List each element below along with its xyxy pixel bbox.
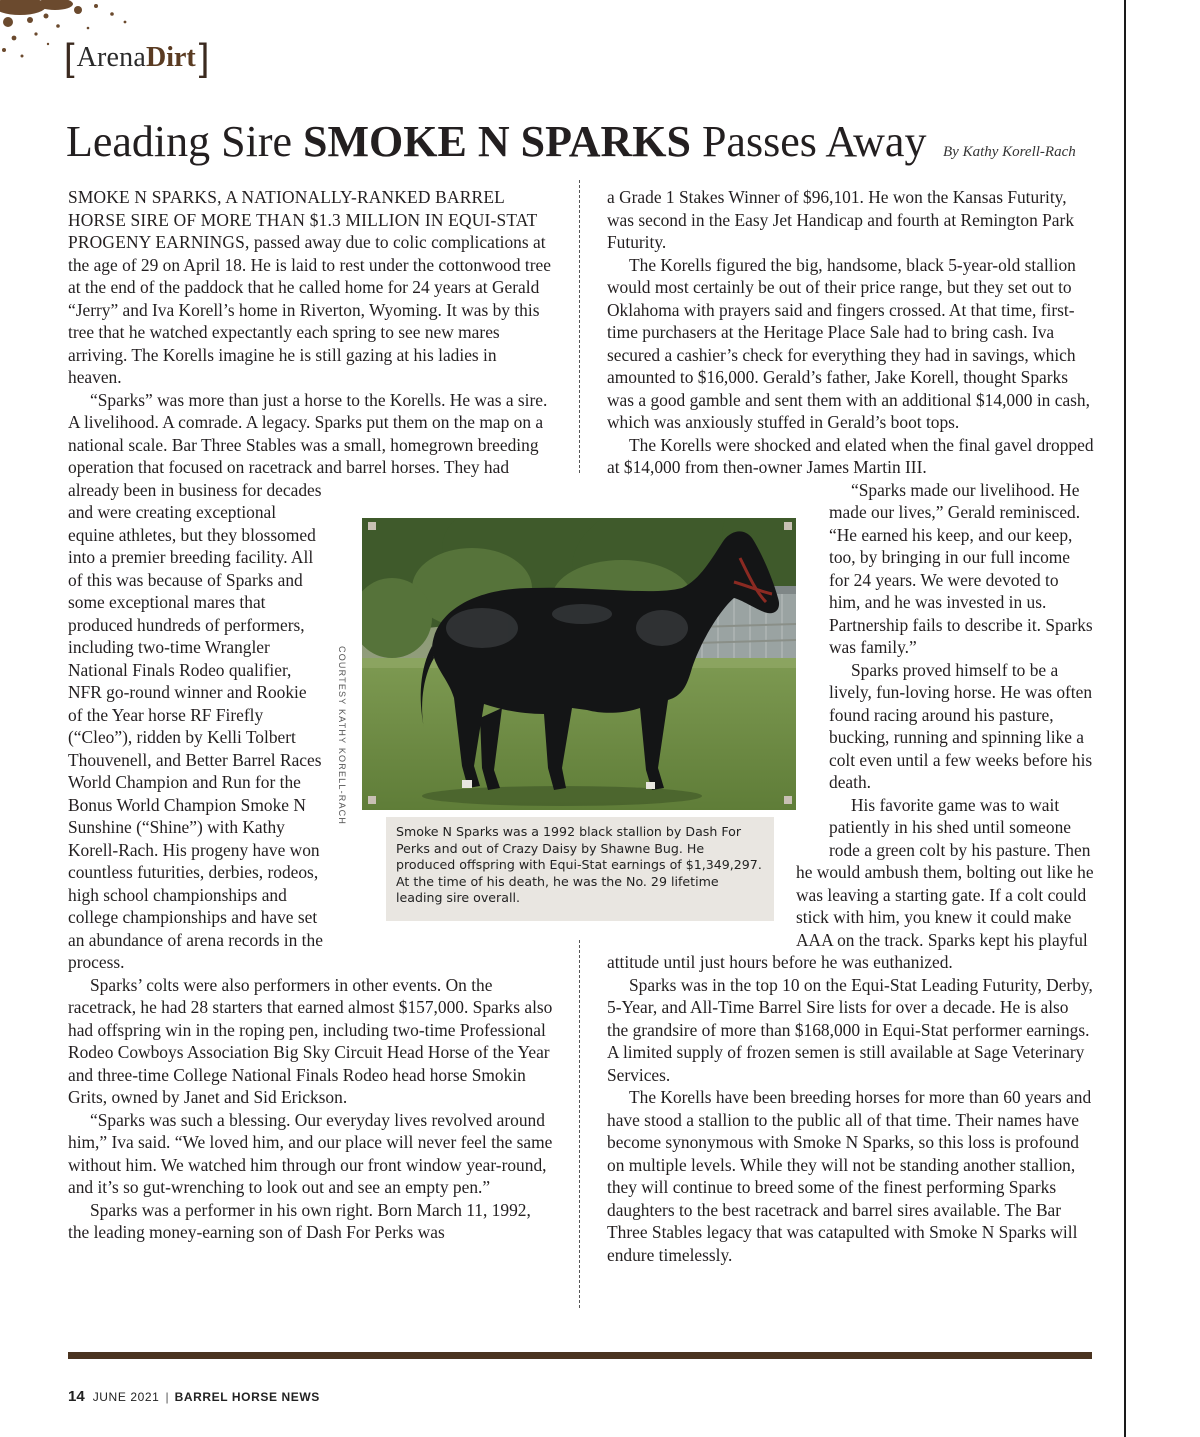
section-label-dirt: Dirt [145, 42, 196, 73]
left-bracket: [ [64, 37, 75, 79]
headline-bold: SMOKE N SPARKS [303, 117, 691, 166]
page-number: 14 [68, 1388, 85, 1405]
photo-corner-mark [784, 796, 792, 804]
lead-caps-text: SMOKE N SPARKS, A NATIONALLY-RANKED BARREL HORSE SIRE OF MORE THAN $1.3 MILLION IN EQUI-STAT PROGENY EARNINGS, [68, 187, 538, 252]
paragraph: “Sparks made our livelihood. He made our lives,” Gerald reminisced. “He earned his keep, and our keep, too, by bringing in our full income for 24 years. We were devoted to him, and he was invested in us. Partnership fails to describe it. Sparks was family.” [829, 479, 1093, 657]
magazine-name: BARREL HORSE NEWS [174, 1389, 320, 1404]
footer-rule [68, 1352, 1092, 1359]
page-footer [68, 1388, 320, 1405]
paragraph: “Sparks was such a blessing. Our everyday lives revolved around him,” Iva said. “We loved him, and our place will never feel the same without him. We watched him through our front window year-round, and it’s so gut-wrenching to look out and see an empty pen.” [68, 1109, 553, 1197]
paragraph: His favorite game was to wait patiently in his shed until someone rode a green colt by his pasture. Then he would ambush them, bolting out like he was leaving a starting gate. If a colt could stick with him, you knew it could make AAA on the track. Sparks kept his playful attitude until just hours before he was euthanized. [607, 794, 1094, 972]
photo-caption: Smoke N Sparks was a 1992 black stallion by Dash For Perks and out of Crazy Daisy by Shawne Bug. He produced offspring with Equi-Stat earnings of $1,349,297. At the time of his death, he was the No. 29 lifetime leading sire overall. [386, 817, 774, 921]
paragraph-lead [68, 186, 554, 389]
photo-corner-mark [368, 522, 376, 530]
paragraph: Sparks was a performer in his own right. Born March 11, 1992, the leading money-earning son of Dash For Perks was [68, 1199, 531, 1242]
section-header [64, 38, 209, 78]
issue-date: JUNE 2021 [92, 1389, 160, 1404]
paragraph: The Korells figured the big, handsome, black 5-year-old stallion would most certainly be out of their price range, but they set out to Oklahoma with prayers said and fingers crossed. At that time, first-time purchasers at the Heritage Place Sale had to bring cash. Iva secured a cashier’s check for everything they had in savings, which amounted to $16,000. Gerald’s father, Jake Korell, thought Sparks was a good gamble and sent them with an additional $14,000 in cash, which was anxiously stuffed in Gerald’s boot tops. [607, 254, 1090, 432]
column-rule-lower [579, 940, 580, 1308]
photo-corner-mark [368, 796, 376, 804]
lead-rest-text: passed away due to colic complications at the age of 29 on April 18. He is laid to rest under the cottonwood tree at the end of the paddock that he called home for 24 years at Gerald “Jerry” and Iva Korell’s home in Riverton, Wyoming. It was by this tree that he watched expectantly each spring to see new mares arriving. The Korells imagine he is still gazing at his ladies in heaven. [68, 232, 551, 387]
column-rule-upper [579, 180, 580, 473]
byline: By Kathy Korell-Rach [943, 144, 1076, 160]
paragraph: “Sparks” was more than just a horse to the Korells. He was a sire. A livelihood. A comrade. A legacy. Sparks put them on the map on a national scale. Bar Three Stables was a small, homegrown breeding operation that focused on racetrack and barrel horses. They had already been in business for decades and were creating exceptional equine athletes, but they blossomed into a premier breeding facility. All of this was because of Sparks and some exceptional mares that produced hundreds of performers, including two-time Wrangler National Finals Rodeo qualifier, NFR go-round winner and Rookie of the Year horse RF Firefly (“Cleo”), ridden by Kelli Tolbert Thouvenell, and Better Barrel Races World Champion and Run for the Bonus World Champion Smoke N Sunshine (“Shine”) with Kathy Korell-Rach. His progeny have won countless futurities, derbies, rodeos, high school championships and college championships and have set an abundance of arena records in the process. [68, 389, 548, 972]
page-edge-rule [1124, 0, 1126, 1437]
paragraph: The Korells have been breeding horses for more than 60 years and have stood a stallion to the public all of that time. Their names have become synonymous with Smoke N Sparks, so this loss is profound on multiple levels. While they will not be standing another stallion, they will continue to breed some of the finest performing Sparks daughters to the best racetrack and barrel sires available. The Bar Three Stables legacy that was catapulted with Smoke N Sparks will endure timelessly. [607, 1087, 1092, 1265]
headline-post: Passes Away [690, 117, 927, 166]
photo-corner-mark [784, 522, 792, 530]
paragraph: Sparks proved himself to be a lively, fun-loving horse. He was often found racing around his pasture, bucking, running and spinning like a colt even until a few weeks before his death. [829, 659, 1093, 792]
photo-credit: COURTESY KATHY KORELL-RACH [337, 646, 347, 826]
paragraph: Sparks was in the top 10 on the Equi-Stat Leading Futurity, Derby, 5-Year, and All-Time Barrel Sire lists for over a decade. He is also the grandsire of more than $168,000 in Equi-Stat performer earnings. A limited supply of frozen semen is still available at Sage Veterinary Services. [607, 974, 1093, 1085]
right-bracket: ] [198, 37, 210, 79]
headline-pre: Leading Sire [66, 117, 304, 166]
article-headline [66, 118, 926, 166]
paragraph: The Korells were shocked and elated when the final gavel dropped at $14,000 from then-owner James Martin III. [607, 434, 1094, 477]
paragraph: Sparks’ colts were also performers in other events. On the racetrack, he had 28 starters that earned almost $157,000. Sparks also had offspring win in the roping pen, including two-time Professional Rodeo Cowboys Association Big Sky Circuit Head Horse of the Year and three-time College National Finals Rodeo head horse Smokin Grits, owned by Janet and Sid Erickson. [68, 974, 553, 1107]
paragraph: a Grade 1 Stakes Winner of $96,101. He won the Kansas Futurity, was second in the Easy Jet Handicap and fourth at Remington Park Futurity. [607, 187, 1075, 252]
black-stallion-photo [362, 518, 796, 810]
footer-separator: | [165, 1389, 169, 1404]
section-label-arena: Arena [76, 42, 146, 73]
horse-photo [362, 518, 796, 810]
